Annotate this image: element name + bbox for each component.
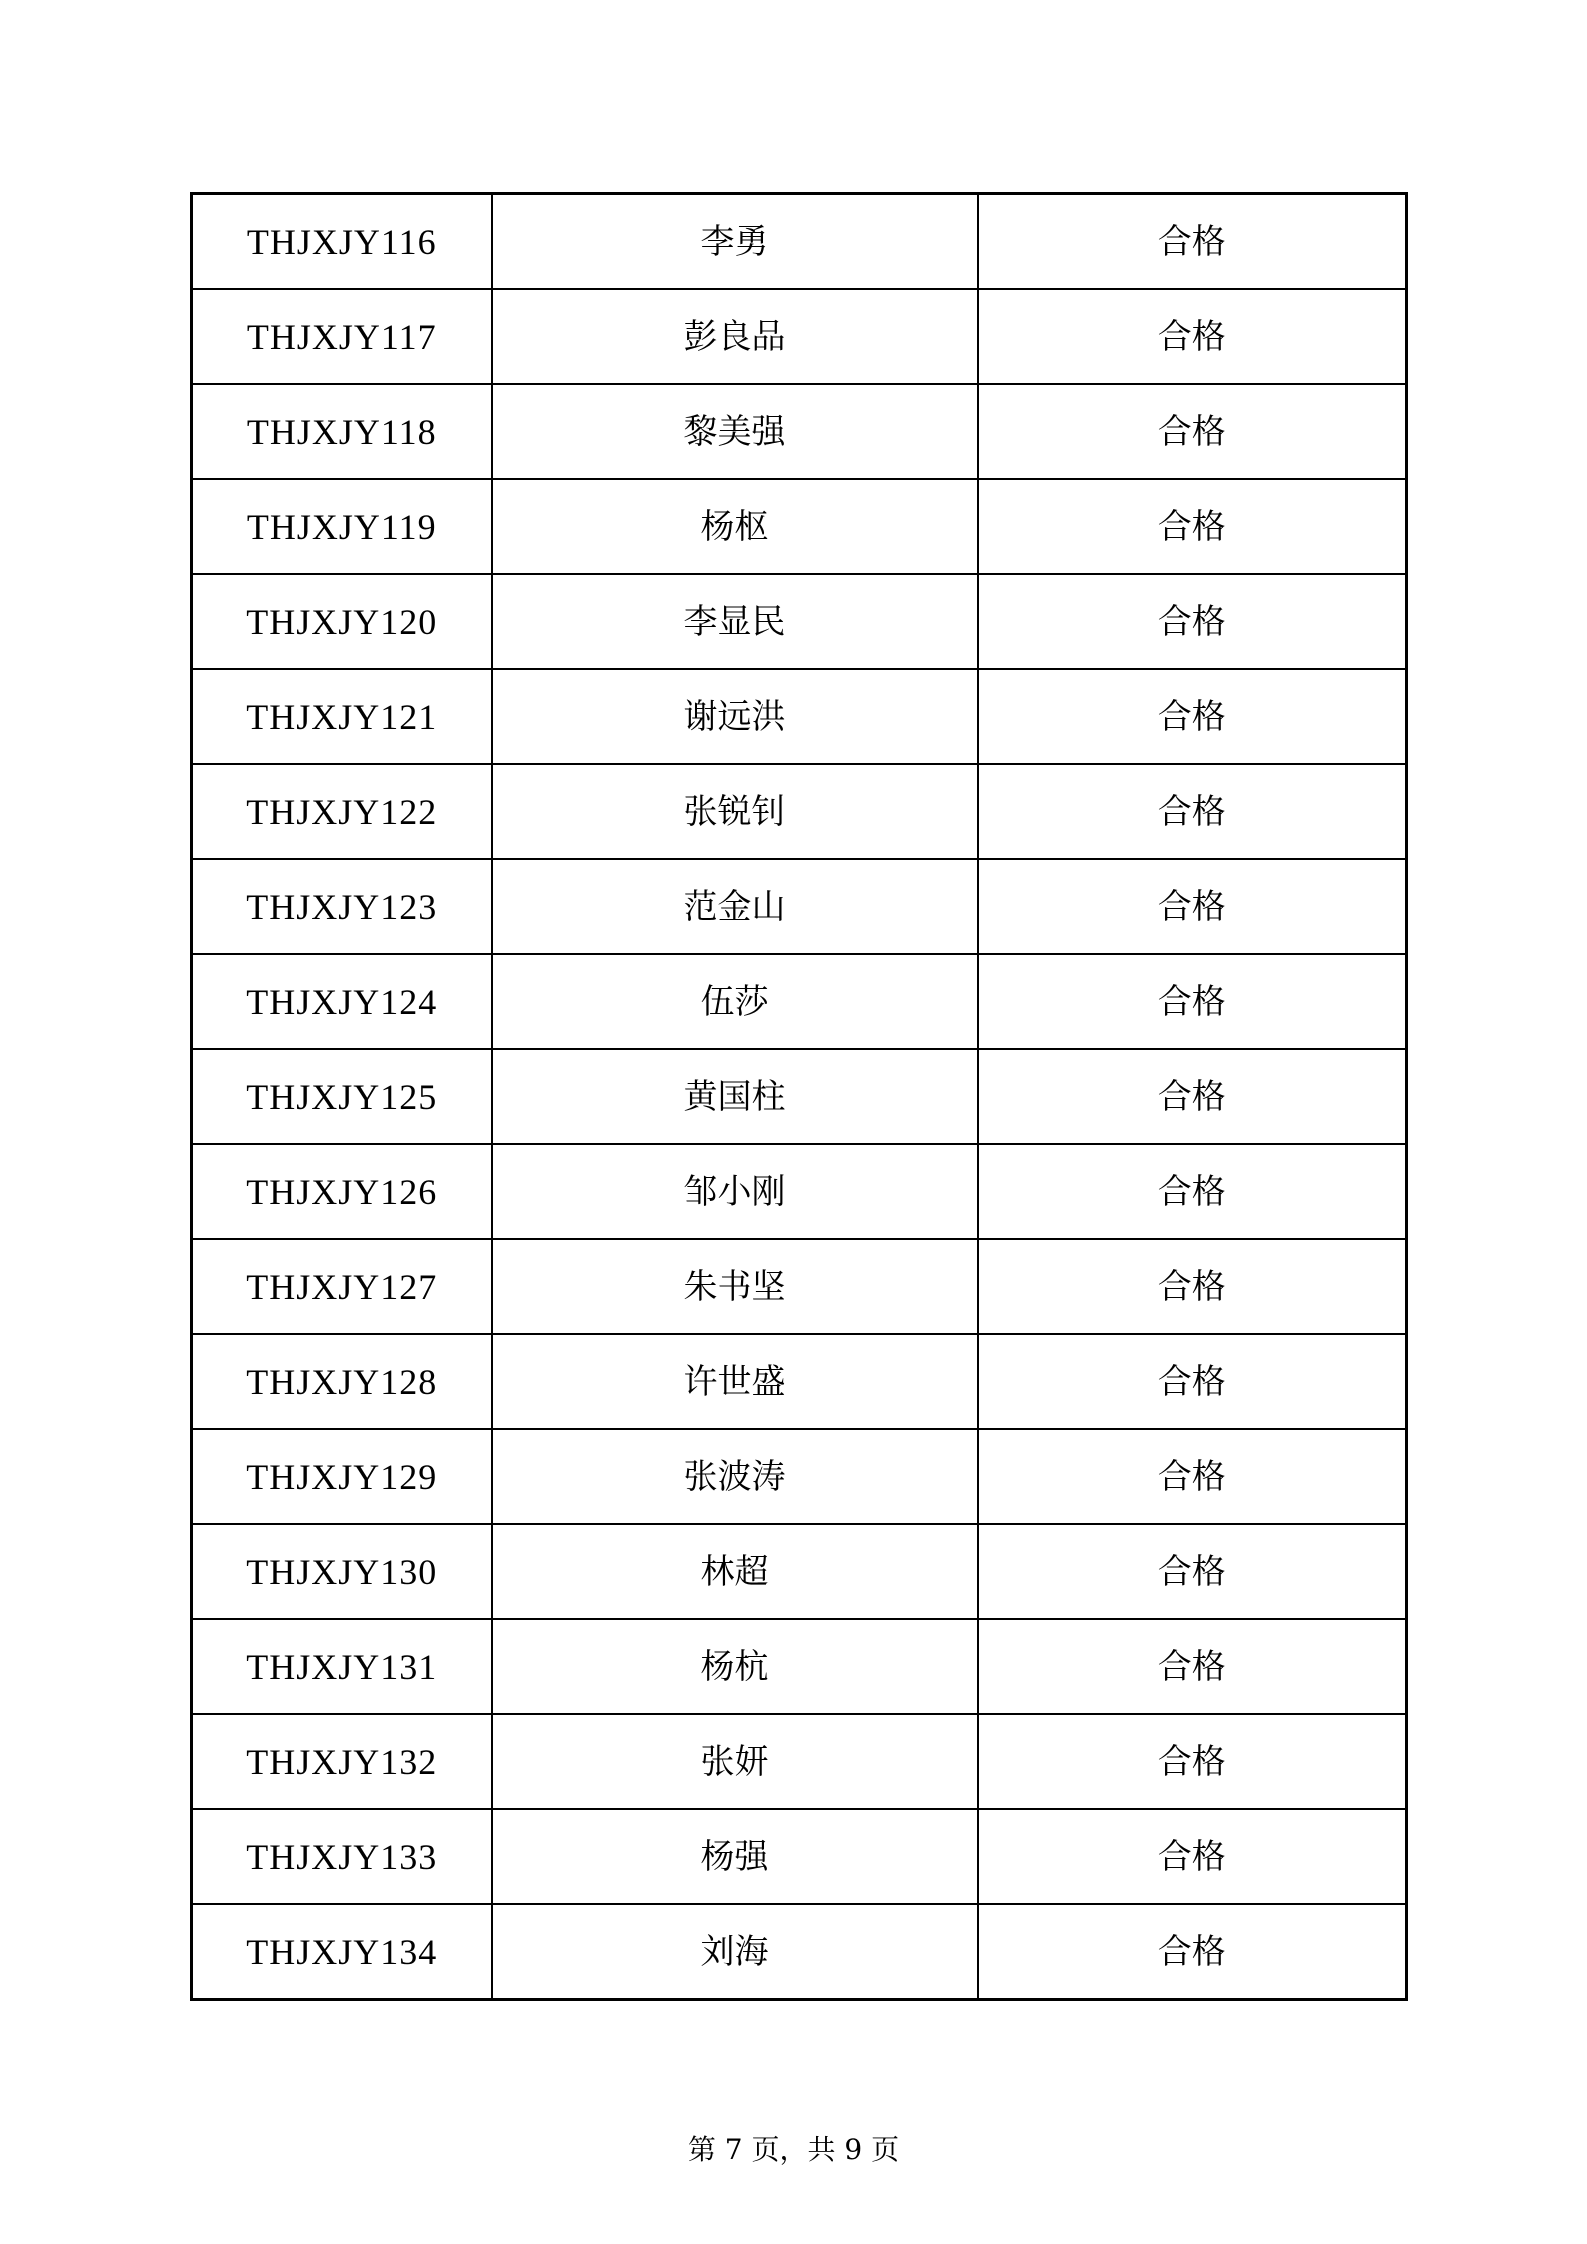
cell-result: 合格: [978, 479, 1407, 574]
cell-name: 朱书坚: [492, 1239, 978, 1334]
table-row: [192, 574, 1407, 669]
table-row: [192, 384, 1407, 479]
cell-id: THJXJY125: [192, 1049, 492, 1144]
cell-result: 合格: [978, 859, 1407, 954]
cell-name: 范金山: [492, 859, 978, 954]
cell-name: 邹小刚: [492, 1144, 978, 1239]
cell-result: 合格: [978, 289, 1407, 384]
cell-name: 林超: [492, 1524, 978, 1619]
cell-id: THJXJY116: [192, 194, 492, 290]
cell-id: THJXJY132: [192, 1714, 492, 1809]
cell-id: THJXJY119: [192, 479, 492, 574]
table-row: [192, 1904, 1407, 2000]
table-row: [192, 1429, 1407, 1524]
cell-id: THJXJY131: [192, 1619, 492, 1714]
cell-result: 合格: [978, 1239, 1407, 1334]
table-body: [192, 194, 1407, 2000]
table-row: [192, 669, 1407, 764]
result-table: [190, 192, 1408, 2001]
cell-name: 伍莎: [492, 954, 978, 1049]
table-row: [192, 194, 1407, 290]
cell-id: THJXJY124: [192, 954, 492, 1049]
table-row: [192, 954, 1407, 1049]
cell-name: 黄国柱: [492, 1049, 978, 1144]
cell-name: 许世盛: [492, 1334, 978, 1429]
cell-name: 杨枢: [492, 479, 978, 574]
cell-name: 李显民: [492, 574, 978, 669]
cell-name: 李勇: [492, 194, 978, 290]
cell-name: 刘海: [492, 1904, 978, 2000]
cell-result: 合格: [978, 1334, 1407, 1429]
table-row: [192, 764, 1407, 859]
cell-id: THJXJY121: [192, 669, 492, 764]
cell-id: THJXJY130: [192, 1524, 492, 1619]
cell-result: 合格: [978, 1144, 1407, 1239]
cell-result: 合格: [978, 1714, 1407, 1809]
table-row: [192, 1619, 1407, 1714]
table-row: [192, 479, 1407, 574]
table-row: [192, 1144, 1407, 1239]
cell-result: 合格: [978, 1619, 1407, 1714]
table-row: [192, 289, 1407, 384]
cell-result: 合格: [978, 764, 1407, 859]
cell-id: THJXJY128: [192, 1334, 492, 1429]
cell-result: 合格: [978, 1524, 1407, 1619]
cell-name: 张妍: [492, 1714, 978, 1809]
cell-result: 合格: [978, 954, 1407, 1049]
page-footer: 第 7 页，共 9 页: [687, 2133, 900, 2166]
table-row: [192, 1524, 1407, 1619]
cell-name: 张波涛: [492, 1429, 978, 1524]
cell-id: THJXJY117: [192, 289, 492, 384]
cell-result: 合格: [978, 1429, 1407, 1524]
cell-id: THJXJY122: [192, 764, 492, 859]
cell-result: 合格: [978, 194, 1407, 290]
cell-id: THJXJY126: [192, 1144, 492, 1239]
cell-result: 合格: [978, 574, 1407, 669]
cell-name: 黎美强: [492, 384, 978, 479]
cell-result: 合格: [978, 669, 1407, 764]
table-row: [192, 859, 1407, 954]
table-row: [192, 1239, 1407, 1334]
cell-id: THJXJY127: [192, 1239, 492, 1334]
cell-id: THJXJY123: [192, 859, 492, 954]
cell-id: THJXJY118: [192, 384, 492, 479]
cell-result: 合格: [978, 1809, 1407, 1904]
table-row: [192, 1334, 1407, 1429]
cell-name: 谢远洪: [492, 669, 978, 764]
cell-name: 杨强: [492, 1809, 978, 1904]
cell-id: THJXJY134: [192, 1904, 492, 2000]
cell-result: 合格: [978, 384, 1407, 479]
cell-id: THJXJY129: [192, 1429, 492, 1524]
cell-name: 彭良品: [492, 289, 978, 384]
cell-result: 合格: [978, 1904, 1407, 2000]
cell-name: 张锐钊: [492, 764, 978, 859]
cell-result: 合格: [978, 1049, 1407, 1144]
table-row: [192, 1714, 1407, 1809]
cell-id: THJXJY120: [192, 574, 492, 669]
table-row: [192, 1049, 1407, 1144]
cell-id: THJXJY133: [192, 1809, 492, 1904]
table-row: [192, 1809, 1407, 1904]
cell-name: 杨杭: [492, 1619, 978, 1714]
